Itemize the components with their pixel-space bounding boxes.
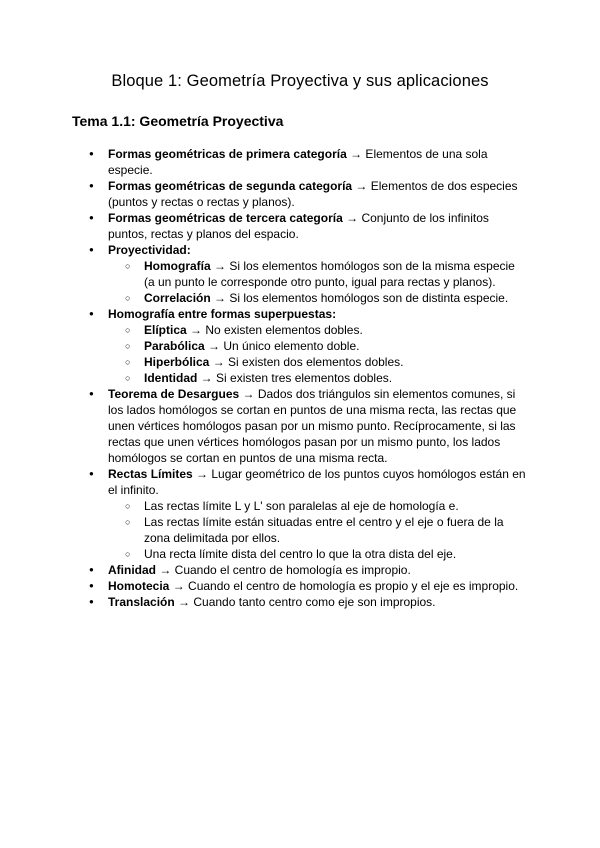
- sub-list-item: [144, 322, 528, 338]
- item-term: Rectas Límites: [108, 467, 193, 481]
- sub-list-item: [144, 498, 528, 514]
- sub-list-item: [144, 354, 528, 370]
- sub-list-item: [144, 546, 528, 562]
- item-text: Una recta límite dista del centro lo que la otra dista del eje.: [144, 547, 457, 561]
- item-text: → Lugar geométrico de los puntos cuyos homólogos están en el infinito.: [108, 467, 526, 497]
- item-term: Homografía entre formas superpuestas:: [108, 307, 337, 321]
- item-term: Hiperbólica: [144, 355, 210, 369]
- item-term: Correlación: [144, 291, 211, 305]
- item-term: Parabólica: [144, 339, 205, 353]
- list-item: [108, 562, 528, 578]
- item-text: Las rectas límite L y L' son paralelas al eje de homología e.: [144, 499, 459, 513]
- item-term: Formas geométricas de primera categoría: [108, 147, 347, 161]
- list-item: [108, 594, 528, 610]
- list-item: [108, 386, 528, 466]
- item-term: Translación: [108, 595, 175, 609]
- sub-list-item: [144, 338, 528, 354]
- item-term: Identidad: [144, 371, 198, 385]
- item-text: → Elementos de una sola especie.: [108, 147, 488, 177]
- item-term: Teorema de Desargues: [108, 387, 240, 401]
- item-text: → Cuando el centro de homología es propio y el eje es impropio.: [169, 579, 519, 593]
- list-item: [108, 466, 528, 562]
- list-item: [108, 210, 528, 242]
- item-term: Elíptica: [144, 323, 187, 337]
- list-item: [108, 146, 528, 178]
- item-text: → Si los elementos homólogos son de distinta especie.: [210, 291, 509, 305]
- item-text: → Si existen tres elementos dobles.: [197, 371, 393, 385]
- item-text: → Si existen dos elementos dobles.: [209, 355, 404, 369]
- document-title: Bloque 1: Geometría Proyectiva y sus aplicaciones: [111, 72, 489, 90]
- sub-list-item: [144, 514, 528, 546]
- section-heading: Tema 1.1: Geometría Proyectiva: [72, 113, 284, 129]
- item-text: → Cuando tanto centro como eje son impropios.: [174, 595, 436, 609]
- sub-list-item: [144, 290, 528, 306]
- item-text: → Un único elemento doble.: [204, 339, 360, 353]
- item-text: → Si los elementos homólogos son de la misma especie (a un punto le corresponde otro punto, igual para rectas y planos).: [144, 259, 515, 289]
- sub-list-item: [144, 370, 528, 386]
- item-text: → Conjunto de los infinitos puntos, rectas y planos del espacio.: [108, 211, 489, 241]
- sub-list: [144, 258, 528, 306]
- list-item: [108, 578, 528, 594]
- item-term: Homografía: [144, 259, 211, 273]
- item-text: → Elementos de dos especies (puntos y rectas o rectas y planos).: [108, 179, 518, 209]
- item-text: Las rectas límite están situadas entre el centro y el eje o fuera de la zona delimitada por ellos.: [144, 515, 504, 545]
- sub-list: [144, 498, 528, 562]
- sub-list: [144, 322, 528, 386]
- item-term: Formas geométricas de segunda categoría: [108, 179, 353, 193]
- list-item: [108, 178, 528, 210]
- item-term: Afinidad: [108, 563, 156, 577]
- item-text: → No existen elementos dobles.: [186, 323, 363, 337]
- sub-list-item: [144, 258, 528, 290]
- item-term: Proyectividad:: [108, 243, 191, 257]
- item-term: Homotecia: [108, 579, 170, 593]
- item-text: → Cuando el centro de homología es impropio.: [156, 563, 411, 577]
- item-text: → Dados dos triángulos sin elementos comunes, si los lados homólogos se cortan en puntos de una misma recta, las rectas que unen vértices homólogos pasan por un mismo punto. Recíprocamente, si las rectas que unen vértices homólogos pasan por un mismo punto, los lados homólogos se cortan en puntos de una misma recta.: [108, 387, 517, 465]
- list-item: [108, 306, 528, 386]
- list-item: [108, 242, 528, 306]
- bullet-list: [108, 146, 528, 610]
- item-term: Formas geométricas de tercera categoría: [108, 211, 343, 225]
